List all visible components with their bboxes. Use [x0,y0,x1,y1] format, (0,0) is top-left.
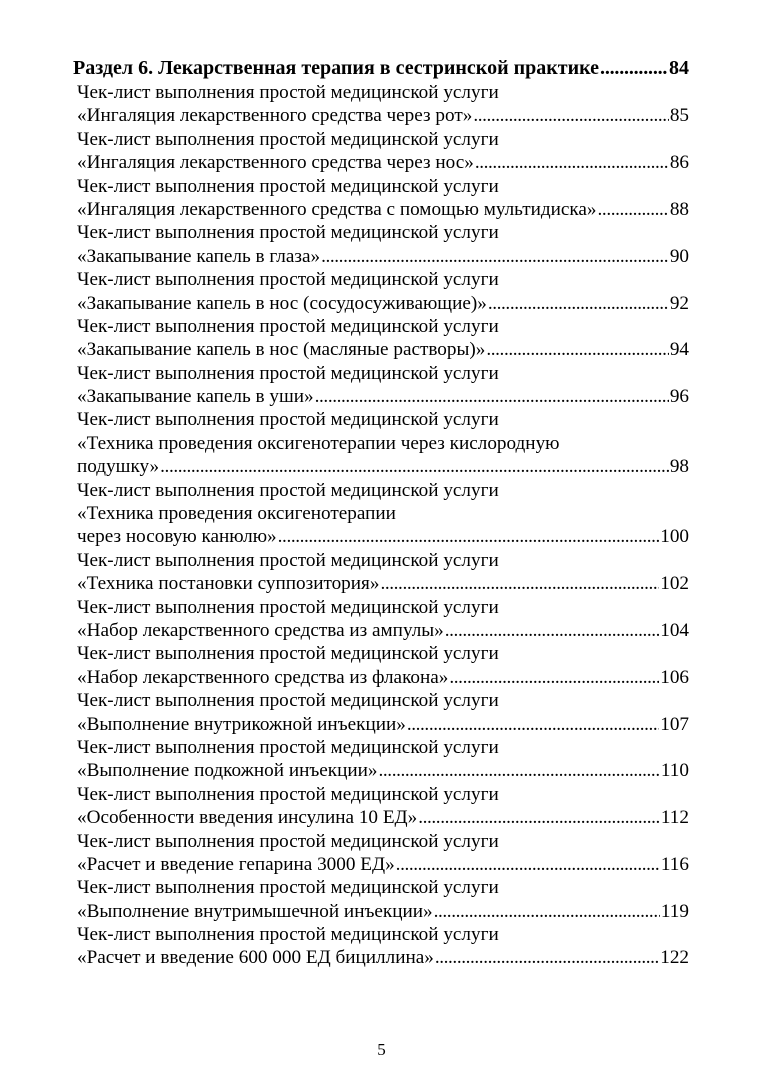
toc-entry[interactable] [77,128,689,175]
toc-entry[interactable] [77,268,689,315]
entry-last-line [77,385,689,408]
leader-dots [486,338,668,361]
entry-last-line [77,713,689,736]
entry-title: «Закапывание капель в глаза» [77,245,321,267]
table-of-contents [73,55,689,970]
entry-line: Чек-лист выполнения простой медицинской услуги [77,643,499,665]
toc-section-heading[interactable] [73,55,689,81]
entry-title: подушку» [77,456,160,478]
entry-line: Чек-лист выполнения простой медицинской услуги [77,877,499,899]
leader-dots [418,806,660,829]
toc-entry[interactable] [77,830,689,877]
entry-title: «Закапывание капель в нос (масляные растворы)» [77,339,486,361]
entry-page: 116 [660,853,689,875]
entry-line: Чек-лист выполнения простой медицинской услуги [77,479,499,501]
entry-last-line [77,619,689,642]
toc-entry[interactable] [77,81,689,128]
entry-last-line [77,151,689,174]
entry-title: «Выполнение подкожной инъекции» [77,760,378,782]
entry-title: «Ингаляция лекарственного средства с помощью мультидиска» [77,198,597,220]
toc-entry[interactable] [77,362,689,409]
entry-page: 88 [669,198,689,220]
toc-entry[interactable] [77,736,689,783]
entry-line: Чек-лист выполнения простой медицинской услуги [77,269,499,291]
entry-line: Чек-лист выполнения простой медицинской услуги [77,736,499,758]
leader-dots [160,455,669,478]
toc-entry[interactable] [77,315,689,362]
entry-page: 119 [660,900,689,922]
entry-page: 92 [669,292,689,314]
entry-last-line [77,900,689,923]
leader-dots [379,759,660,782]
leader-dots [475,151,669,174]
entry-last-line [77,245,689,268]
entry-page: 90 [669,245,689,267]
entry-page: 86 [669,152,689,174]
entry-last-line [77,806,689,829]
entry-last-line [77,104,689,127]
entry-page: 94 [669,339,689,361]
toc-entry[interactable] [77,549,689,596]
section-title: Раздел 6. Лекарственная терапия в сестринской практике [73,57,600,79]
entry-page: 112 [660,807,689,829]
entry-line: Чек-лист выполнения простой медицинской услуги [77,924,499,946]
toc-entry[interactable] [77,596,689,643]
entry-line: Чек-лист выполнения простой медицинской услуги [77,362,499,384]
entry-last-line [77,338,689,361]
entry-line: Чек-лист выполнения простой медицинской услуги [77,315,499,337]
entry-last-line [77,759,689,782]
entry-title: «Расчет и введение гепарина 3000 ЕД» [77,853,395,875]
toc-entry[interactable] [77,876,689,923]
leader-dots [445,619,659,642]
entry-last-line [77,666,689,689]
entry-last-line [77,198,689,221]
leader-dots [380,572,659,595]
entry-page: 96 [669,386,689,408]
entry-last-line [77,292,689,315]
toc-entry[interactable] [77,689,689,736]
section-page: 84 [669,57,689,79]
entry-line: «Техника проведения оксигенотерапии через кислородную [77,432,560,454]
entry-title: «Расчет и введение 600 000 ЕД бициллина» [77,947,434,969]
leader-dots [473,104,669,127]
entry-last-line [77,853,689,876]
entry-last-line [77,525,689,548]
entry-line: Чек-лист выполнения простой медицинской услуги [77,549,499,571]
entry-page: 110 [660,760,689,782]
toc-entry[interactable] [77,783,689,830]
entry-page: 100 [660,526,689,548]
entry-line: Чек-лист выполнения простой медицинской услуги [77,690,499,712]
entry-title: «Набор лекарственного средства из ампулы» [77,619,444,641]
entry-line: Чек-лист выполнения простой медицинской услуги [77,830,499,852]
leader-dots [321,245,669,268]
leader-dots [449,666,659,689]
leader-dots [278,525,660,548]
entry-title: через носовую канюлю» [77,526,277,548]
leader-dots [396,853,660,876]
entry-line: Чек-лист выполнения простой медицинской услуги [77,596,499,618]
toc-entry[interactable] [77,479,689,549]
entry-title: «Закапывание капель в нос (сосудосуживающие)» [77,292,487,314]
entry-title: «Выполнение внутримышечной инъекции» [77,900,433,922]
entry-page: 107 [660,713,689,735]
page-number: 5 [377,1040,386,1059]
entry-title: «Особенности введения инсулина 10 ЕД» [77,807,418,829]
leader-dots [598,198,669,221]
entry-page: 102 [660,573,689,595]
entry-title: «Ингаляция лекарственного средства через нос» [77,152,474,174]
entry-line: Чек-лист выполнения простой медицинской услуги [77,783,499,805]
entry-last-line [77,572,689,595]
entry-line: Чек-лист выполнения простой медицинской услуги [77,222,499,244]
entry-last-line [77,455,689,478]
entry-last-line [77,946,689,969]
entry-page: 122 [660,947,689,969]
leader-dots [434,900,660,923]
leader-dots [407,713,659,736]
entry-line: Чек-лист выполнения простой медицинской услуги [77,82,499,103]
entry-line: Чек-лист выполнения простой медицинской услуги [77,128,499,150]
leader-dots [488,292,669,315]
toc-entry[interactable] [77,221,689,268]
entry-title: «Выполнение внутрикожной инъекции» [77,713,406,735]
entry-line: Чек-лист выполнения простой медицинской услуги [77,175,499,197]
toc-entry[interactable] [77,408,689,478]
toc-entry[interactable] [77,923,689,970]
entry-title: «Набор лекарственного средства из флакона» [77,666,449,688]
entry-page: 85 [669,105,689,127]
leader-dots [435,946,659,969]
toc-entry[interactable] [77,642,689,689]
toc-entry[interactable] [77,175,689,222]
entry-page: 98 [669,456,689,478]
entry-title: «Техника постановки суппозитория» [77,573,380,595]
leader-dots [600,55,668,81]
entry-page: 104 [660,619,689,641]
entry-title: «Ингаляция лекарственного средства через рот» [77,105,473,127]
toc-entries [77,81,689,970]
entry-line: «Техника проведения оксигенотерапии [77,503,396,525]
entry-title: «Закапывание капель в уши» [77,386,314,408]
leader-dots [315,385,669,408]
entry-line: Чек-лист выполнения простой медицинской услуги [77,409,499,431]
entry-page: 106 [660,666,689,688]
